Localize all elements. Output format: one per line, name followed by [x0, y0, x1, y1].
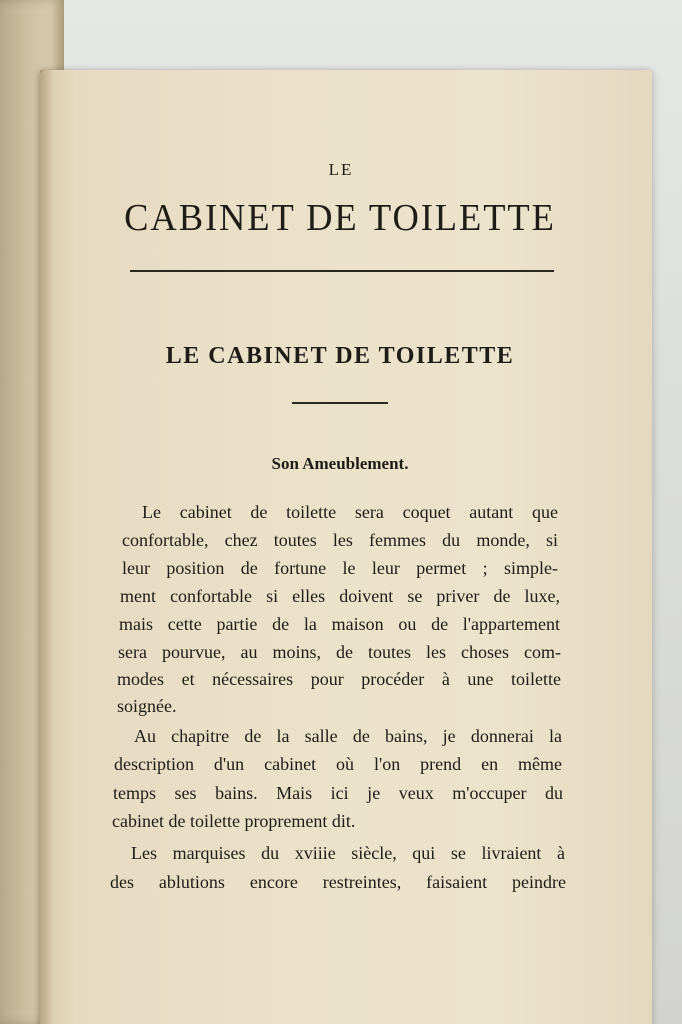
- text-line: Les marquises du xviiie siècle, qui se livraient à: [131, 843, 565, 863]
- text-line: temps ses bains. Mais ici je veux m'occuper du: [113, 783, 563, 803]
- text-line: cabinet de toilette proprement dit.: [112, 811, 356, 831]
- text-line: confortable, chez toutes les femmes du monde, si: [122, 530, 558, 550]
- text-line: Au chapitre de la salle de bains, je donnerai la: [134, 726, 562, 746]
- running-head-small: LE: [328, 160, 354, 179]
- text-line: description d'un cabinet où l'on prend en même: [114, 754, 562, 774]
- text-line: des ablutions encore restreintes, faisaient peindre: [110, 872, 566, 892]
- text-line: mais cette partie de la maison ou de l'appartement: [119, 614, 560, 634]
- text-line: sera pourvue, au moins, de toutes les choses com-: [118, 642, 561, 662]
- text-line: modes et nécessaires pour procéder à une toilette: [117, 669, 561, 689]
- running-head-title: CABINET DE TOILETTE: [124, 197, 556, 239]
- text-line: Le cabinet de toilette sera coquet autant que: [142, 502, 558, 522]
- section-title: Son Ameublement.: [271, 454, 409, 473]
- chapter-rule: [292, 402, 388, 404]
- text-line: leur position de fortune le leur permet ; simple-: [122, 558, 558, 578]
- chapter-title: LE CABINET DE TOILETTE: [165, 343, 515, 369]
- text-line: soignée.: [117, 696, 177, 716]
- text-line: ment confortable si elles doivent se priver de luxe,: [120, 586, 560, 606]
- header-rule: [130, 270, 554, 272]
